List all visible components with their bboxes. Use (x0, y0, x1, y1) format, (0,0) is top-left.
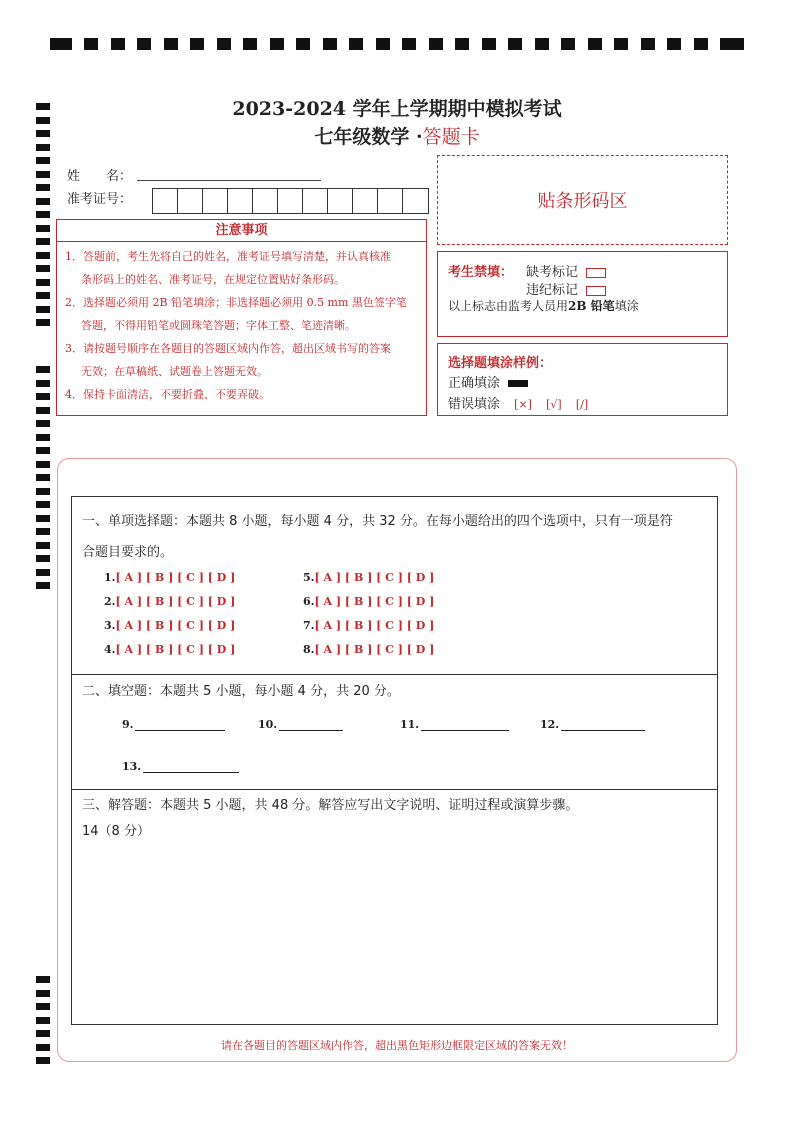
note-line: 2．选择题必须用 2B 铅笔填涂；非选择题必须用 0.5 mm 黑色签字笔 (65, 296, 407, 309)
timing-mark (535, 38, 549, 50)
timing-mark (36, 252, 50, 259)
ban-note-suffix: 填涂 (614, 299, 639, 313)
timing-mark (588, 38, 602, 50)
exam-id-cell[interactable] (178, 189, 203, 213)
timing-mark (36, 542, 50, 549)
absent-mark-label: 缺考标记 (526, 265, 579, 280)
wrong-fill-mark: [/] (575, 398, 589, 411)
subtitle-separator: · (416, 126, 423, 148)
exam-id-cell[interactable] (253, 189, 278, 213)
mc-question[interactable] (303, 643, 434, 656)
timing-mark (36, 1057, 50, 1064)
fill-blank[interactable] (258, 718, 343, 731)
mc-options[interactable]: [ A ] [ B ] [ C ] [ D ] (115, 595, 236, 608)
mc-options[interactable]: [ A ] [ B ] [ C ] [ D ] (314, 619, 435, 632)
timing-mark (36, 279, 50, 286)
footer-warning: 请在各题目的答题区域内作答，超出黑色矩形边框限定区域的答案无效！ (221, 1039, 573, 1052)
timing-mark (36, 976, 50, 983)
top-timing-marks (50, 38, 744, 52)
question-number: 8. (303, 643, 315, 656)
absent-mark-box[interactable] (586, 268, 606, 278)
timing-mark (323, 38, 337, 50)
mc-question[interactable] (104, 595, 235, 608)
timing-mark (84, 38, 98, 50)
name-label: 姓 名： (67, 169, 133, 184)
timing-mark (50, 38, 72, 50)
question-number: 7. (303, 619, 315, 632)
question-14-answer-area[interactable] (80, 840, 710, 1020)
timing-mark (36, 265, 50, 272)
timing-mark (217, 38, 231, 50)
mc-question[interactable] (303, 595, 434, 608)
note-line: 条形码上的姓名、准考证号，在规定位置贴好条形码。 (81, 273, 345, 286)
timing-mark (36, 555, 50, 562)
timing-mark (36, 569, 50, 576)
answer-line[interactable] (279, 720, 343, 731)
ban-note-bold: 2B 铅笔 (568, 299, 615, 313)
exam-id-cell[interactable] (403, 189, 428, 213)
mc-options[interactable]: [ A ] [ B ] [ C ] [ D ] (314, 571, 435, 584)
timing-mark (36, 1003, 50, 1010)
timing-mark (720, 38, 744, 50)
section3-title: 三、解答题：本题共 5 小题，共 48 分。解答应写出文字说明、证明过程或演算步骤。 (82, 798, 579, 813)
notes-title: 注意事项 (57, 220, 426, 242)
timing-mark (376, 38, 390, 50)
correct-fill-label: 正确填涂 (448, 376, 501, 391)
timing-mark (429, 38, 443, 50)
exam-subtitle (0, 122, 794, 149)
fill-sample-box (437, 343, 728, 416)
section-divider (71, 674, 718, 675)
timing-mark (111, 38, 125, 50)
timing-mark (36, 157, 50, 164)
timing-mark (36, 238, 50, 245)
timing-mark (36, 434, 50, 441)
timing-mark (641, 38, 655, 50)
question-number: 9. (122, 718, 134, 731)
timing-mark (36, 488, 50, 495)
timing-mark (270, 38, 284, 50)
wrong-fill-label: 错误填涂 (448, 397, 501, 412)
timing-mark (36, 225, 50, 232)
exam-id-cell[interactable] (303, 189, 328, 213)
ban-label: 考生禁填： (448, 265, 514, 280)
timing-mark (36, 474, 50, 481)
note-line: 答题，不得用铅笔或圆珠笔答题；字体工整、笔迹清晰。 (81, 319, 356, 332)
timing-mark (36, 380, 50, 387)
timing-mark (36, 420, 50, 427)
violation-mark-label: 违纪标记 (526, 283, 579, 298)
answer-line[interactable] (135, 720, 225, 731)
timing-mark (349, 38, 363, 50)
exam-id-cell[interactable] (203, 189, 228, 213)
timing-mark (36, 407, 50, 414)
question-number: 10. (258, 718, 278, 731)
timing-mark (36, 184, 50, 191)
section1-title-line1: 一、单项选择题：本题共 8 小题，每小题 4 分，共 32 分。在每小题给出的四个选项中，只有一项是符 (82, 514, 673, 529)
timing-mark (561, 38, 575, 50)
fill-blank[interactable] (400, 718, 509, 731)
notes-box (56, 219, 427, 416)
name-field[interactable] (137, 180, 321, 181)
correct-fill-mark (508, 380, 528, 387)
timing-mark (36, 306, 50, 313)
timing-mark (36, 292, 50, 299)
mc-question[interactable] (104, 643, 235, 656)
exam-id-cell[interactable] (378, 189, 403, 213)
timing-mark (36, 582, 50, 589)
question-number: 4. (104, 643, 116, 656)
timing-mark (694, 38, 708, 50)
timing-mark (36, 366, 50, 373)
timing-mark (36, 171, 50, 178)
barcode-area: 贴条形码区 (437, 155, 728, 245)
mc-options[interactable]: [ A ] [ B ] [ C ] [ D ] (115, 571, 236, 584)
ban-note (448, 297, 639, 314)
wrong-fill (448, 393, 588, 412)
exam-id-label: 准考证号： (67, 192, 133, 207)
question-number: 5. (303, 571, 315, 584)
note-line: 1．答题前，考生先将自己的姓名，准考证号填写清楚，并认真核准 (65, 250, 391, 263)
exam-id-cell[interactable] (153, 189, 178, 213)
timing-mark (667, 38, 681, 50)
mc-options[interactable]: [ A ] [ B ] [ C ] [ D ] (115, 619, 236, 632)
exam-id-cell[interactable] (328, 189, 353, 213)
section-divider (71, 789, 718, 790)
timing-mark (614, 38, 628, 50)
question-14-label: 14（8 分） (82, 824, 150, 839)
absent-mark (526, 261, 606, 280)
fill-blank[interactable] (540, 718, 645, 731)
sample-title: 选择题填涂样例： (448, 356, 553, 371)
question-number: 12. (540, 718, 560, 731)
mc-options[interactable]: [ A ] [ B ] [ C ] [ D ] (314, 643, 435, 656)
question-number: 6. (303, 595, 315, 608)
answer-line[interactable] (143, 762, 239, 773)
note-line: 无效；在草稿纸、试题卷上答题无效。 (81, 365, 268, 378)
examiner-only-box (437, 251, 728, 337)
question-number: 3. (104, 619, 116, 632)
exam-id-cell[interactable] (353, 189, 378, 213)
question-number: 2. (104, 595, 116, 608)
timing-mark (402, 38, 416, 50)
timing-mark (137, 38, 151, 50)
timing-mark (36, 1017, 50, 1024)
exam-title: 2023-2024 学年上学期期中模拟考试 (232, 98, 562, 120)
timing-mark (36, 393, 50, 400)
timing-mark (36, 1030, 50, 1037)
timing-mark (36, 528, 50, 535)
timing-mark (36, 461, 50, 468)
timing-mark (36, 319, 50, 326)
wrong-fill-mark: [√] (546, 398, 562, 411)
note-line: 3．请按题号顺序在各题目的答题区域内作答，超出区域书写的答案 (65, 342, 391, 355)
violation-mark (526, 279, 606, 298)
subject-name: 七年级数学 (314, 126, 410, 148)
fill-blank[interactable] (122, 718, 225, 731)
wrong-fill-mark: [×] (514, 398, 532, 411)
exam-id-cell[interactable] (278, 189, 303, 213)
answer-line[interactable] (561, 720, 645, 731)
timing-mark (36, 198, 50, 205)
timing-mark (36, 447, 50, 454)
mc-question[interactable] (303, 571, 434, 584)
correct-fill (448, 372, 528, 391)
mc-options[interactable]: [ A ] [ B ] [ C ] [ D ] (115, 643, 236, 656)
timing-mark (36, 211, 50, 218)
timing-mark (243, 38, 257, 50)
timing-mark (36, 515, 50, 522)
question-number: 1. (104, 571, 116, 584)
fill-blank[interactable] (122, 760, 239, 773)
mc-options[interactable]: [ A ] [ B ] [ C ] [ D ] (314, 595, 435, 608)
timing-mark (508, 38, 522, 50)
timing-mark (296, 38, 310, 50)
timing-mark (36, 501, 50, 508)
note-line: 4．保持卡面清洁，不要折叠、不要弄破。 (65, 388, 270, 401)
question-number: 13. (122, 760, 142, 773)
timing-mark (164, 38, 178, 50)
section1-title-line2: 合题目要求的。 (82, 545, 174, 560)
question-number: 11. (400, 718, 420, 731)
answer-line[interactable] (421, 720, 509, 731)
answer-card-label: 答题卡 (422, 126, 480, 148)
timing-mark (455, 38, 469, 50)
section2-title: 二、填空题：本题共 5 小题，每小题 4 分，共 20 分。 (82, 684, 400, 699)
mc-question[interactable] (104, 571, 235, 584)
violation-mark-box[interactable] (586, 286, 606, 296)
ban-note-prefix: 以上标志由监考人员用 (448, 299, 569, 313)
mc-question[interactable] (104, 619, 235, 632)
timing-mark (482, 38, 496, 50)
mc-question[interactable] (303, 619, 434, 632)
exam-id-grid[interactable] (152, 188, 429, 214)
timing-mark (190, 38, 204, 50)
timing-mark (36, 990, 50, 997)
exam-id-cell[interactable] (228, 189, 253, 213)
